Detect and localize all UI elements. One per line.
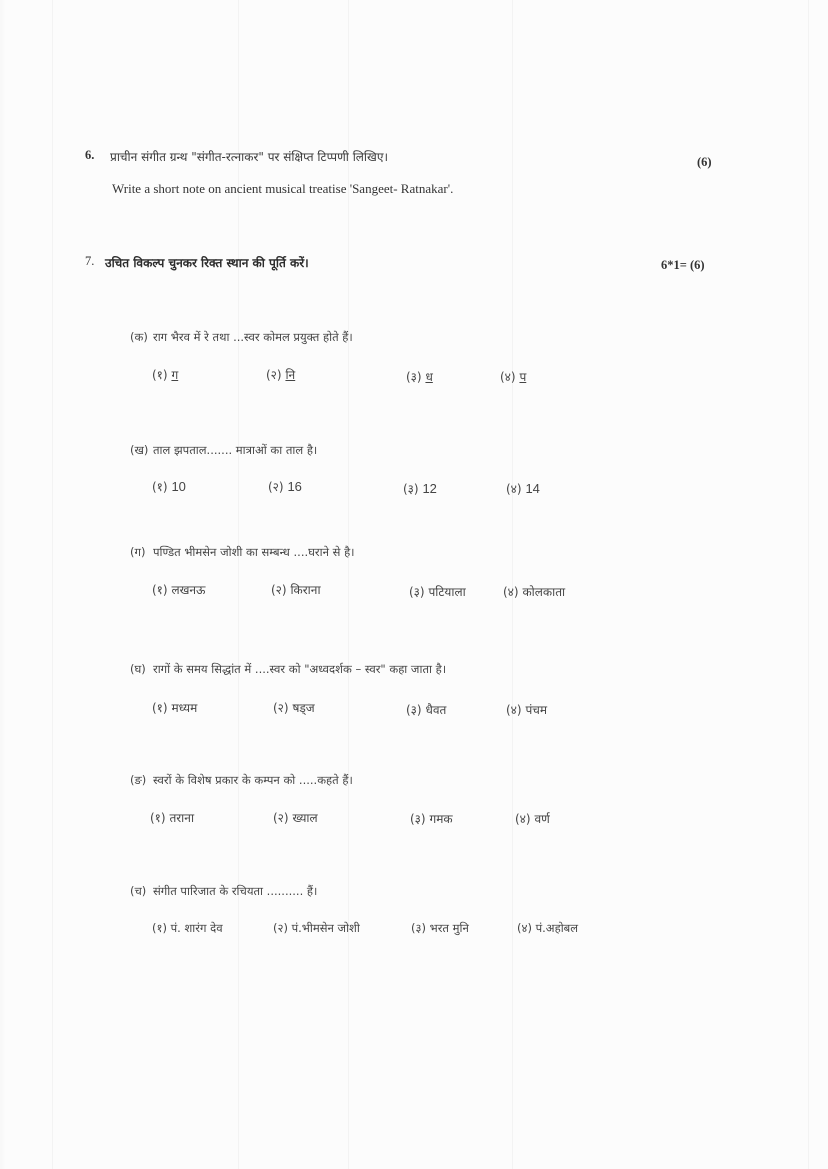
option-value: 12	[422, 481, 437, 496]
option-1	[152, 366, 178, 383]
scan-artifact	[348, 0, 349, 1169]
option-number: (१)	[152, 368, 168, 382]
option-value: 16	[287, 479, 302, 494]
option-3	[406, 701, 446, 718]
option-number: (२)	[268, 480, 284, 494]
option-number: (१)	[152, 921, 167, 935]
sub-question-text: ताल झपताल....... मात्राओं का ताल है।	[153, 443, 318, 457]
sub-question-text: पण्डित भीमसेन जोशी का सम्बन्ध ....घराने से है।	[153, 545, 355, 559]
option-number: (२)	[271, 583, 287, 597]
option-value: कोलकाता	[522, 585, 566, 599]
option-number: (४)	[517, 921, 532, 935]
option-4	[500, 368, 526, 385]
question-text-hindi: उचित विकल्प चुनकर रिक्त स्थान की पूर्ति करें।	[105, 256, 309, 270]
option-number: (४)	[506, 482, 522, 496]
option-value: पटियाला	[428, 585, 466, 599]
option-3	[410, 810, 453, 827]
option-value: पं.अहोबल	[535, 921, 579, 935]
option-value: मध्यम	[171, 701, 198, 715]
option-value: ग	[171, 368, 179, 382]
option-1	[152, 699, 197, 716]
option-value: प	[519, 370, 527, 384]
option-3	[403, 480, 437, 497]
option-3	[411, 921, 469, 936]
option-number: (३)	[406, 703, 422, 717]
option-2	[268, 478, 302, 495]
option-1	[152, 581, 205, 598]
sub-question-label: (ख)	[130, 443, 149, 457]
sub-question-label: (च)	[130, 884, 147, 898]
option-value: नि	[285, 368, 296, 382]
option-value: वर्ण	[534, 812, 550, 826]
option-value: भरत मुनि	[429, 921, 469, 935]
option-number: (३)	[403, 482, 419, 496]
option-number: (३)	[406, 370, 422, 384]
option-number: (४)	[506, 703, 522, 717]
option-number: (३)	[411, 921, 426, 935]
question-marks: (6)	[697, 155, 712, 169]
option-number: (१)	[152, 480, 168, 494]
option-value: लखनऊ	[171, 583, 206, 597]
option-number: (४)	[503, 585, 519, 599]
sub-question-label: (क)	[130, 330, 148, 344]
option-number: (२)	[266, 368, 282, 382]
option-value: किराना	[290, 583, 321, 597]
option-2	[271, 581, 321, 598]
option-value: ध	[425, 370, 433, 384]
option-4	[506, 480, 540, 497]
option-value: पं. शारंग देव	[170, 921, 223, 935]
sub-question-label: (घ)	[130, 662, 146, 676]
sub-question-text: रागों के समय सिद्धांत में ....स्वर को "अध्वदर्शक – स्वर" कहा जाता है।	[153, 662, 447, 676]
option-1	[152, 921, 223, 936]
option-number: (३)	[410, 812, 426, 826]
option-number: (२)	[273, 921, 288, 935]
option-number: (२)	[273, 701, 289, 715]
option-number: (१)	[152, 701, 168, 715]
scan-artifact	[238, 0, 239, 1169]
option-number: (४)	[515, 812, 531, 826]
option-4	[503, 583, 565, 600]
option-value: धैवत	[425, 703, 447, 717]
option-3	[409, 583, 466, 600]
question-text-english: Write a short note on ancient musical treatise 'Sangeet- Ratnakar'.	[112, 181, 454, 196]
option-number: (१)	[152, 583, 168, 597]
option-value: तराना	[169, 811, 195, 825]
sub-question-label: (ग)	[130, 545, 146, 559]
option-1	[152, 478, 186, 495]
option-4	[506, 701, 547, 718]
option-value: 10	[171, 479, 186, 494]
option-value: ख्याल	[292, 811, 318, 825]
question-number: 7.	[85, 254, 95, 268]
option-2	[273, 809, 318, 826]
option-number: (३)	[409, 585, 425, 599]
option-number: (२)	[273, 811, 289, 825]
option-number: (४)	[500, 370, 516, 384]
question-number: 6.	[85, 148, 95, 162]
sub-question-label: (ङ)	[130, 773, 147, 787]
option-value: षड्ज	[292, 701, 315, 715]
sub-question-text: राग भैरव में रे तथा ...स्वर कोमल प्रयुक्त होते हैं।	[153, 330, 353, 344]
question-text-hindi: प्राचीन संगीत ग्रन्थ "संगीत-रत्नाकर" पर संक्षिप्त टिप्पणी लिखिए।	[110, 150, 389, 164]
option-value: 14	[525, 481, 540, 496]
scan-artifact	[52, 0, 53, 1169]
sub-question-text: संगीत पारिजात के रचियता .......... हैं।	[153, 884, 318, 898]
option-number: (१)	[150, 811, 166, 825]
option-2	[273, 699, 315, 716]
option-2	[266, 366, 295, 383]
option-value: पंचम	[525, 703, 548, 717]
option-value: पं.भीमसेन जोशी	[291, 921, 360, 935]
option-4	[515, 810, 550, 827]
option-value: गमक	[429, 812, 453, 826]
option-2	[273, 921, 360, 936]
option-1	[150, 809, 194, 826]
option-3	[406, 368, 433, 385]
scan-artifact	[808, 0, 809, 1169]
option-4	[517, 921, 578, 936]
sub-question-text: स्वरों के विशेष प्रकार के कम्पन को .....कहते हैं।	[153, 773, 353, 787]
question-marks: 6*1= (6)	[661, 258, 705, 272]
